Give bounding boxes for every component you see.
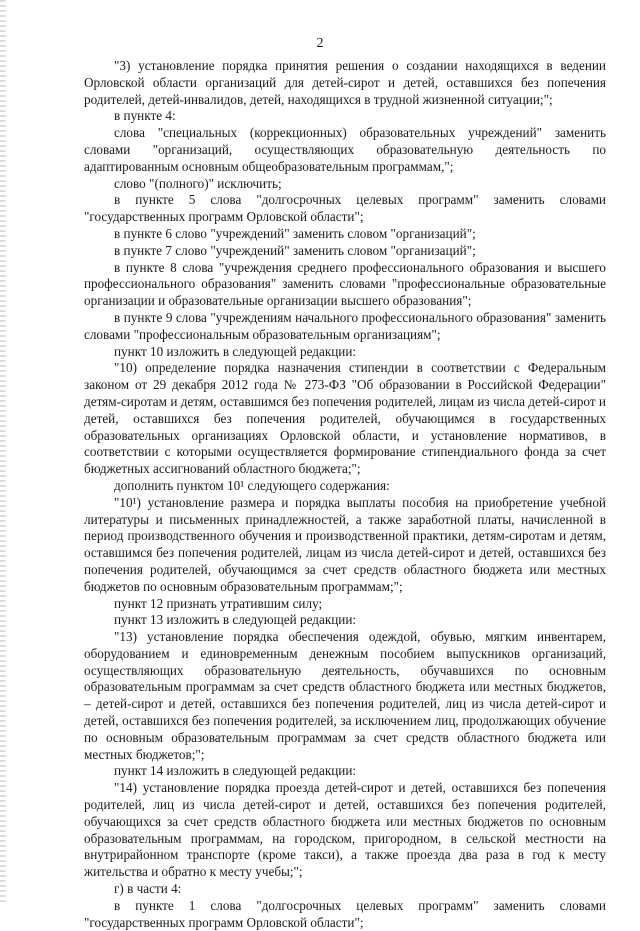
- paragraph: пункт 10 изложить в следующей редакции:: [114, 343, 357, 359]
- paragraph: "10) определение порядка назначения стипендии в соответствии с Федеральным законом от 29 декабря 2012 года № 273-ФЗ "Об образовании в Российской Федерации" детям-сиротам и детям, оставшимся без попечения родителей, лицам из числа детей-сирот и детей, оставшихся без попечения родителей, обучающимся в государственных образовательных организациях Орловской области, и установление нормативов, в соответствии с которыми осуществляется формирование стипендиального фонда за счет бюджетных ассигнований областного бюджета;";: [84, 360, 606, 477]
- paragraph: пункт 14 изложить в следующей редакции:: [114, 763, 357, 779]
- paragraph: в пункте 6 слово "учреждений" заменить словом "организаций";: [114, 225, 476, 241]
- paragraph: слова "специальных (коррекционных) образовательных учреждений" заменить словами "организаций, осуществляющих образовательную деятельность по адаптированным основным общеобразовательным программам,";: [84, 125, 606, 174]
- paragraph: дополнить пунктом 10¹ следующего содержания:: [114, 477, 390, 493]
- paragraph: в пункте 5 слова "долгосрочных целевых программ" заменить словами "государственных программ Орловской области";: [84, 192, 606, 225]
- paragraph: в пункте 1 слова "долгосрочных целевых программ" заменить словами "государственных программ Орловской области";: [84, 897, 606, 930]
- paragraph: "14) установление порядка проезда детей-сирот и детей, оставшихся без попечения родителей, лиц из числа детей-сирот и детей, оставшихся без попечения родителей, обучающихся за счет средств областного бюджета или местных бюджетов по основным образовательным программам, на городском, пригородном, в сельской местности на внутрирайонном транспорте (кроме такси), а также проезда два раза в год к месту жительства и обратно к месту учебы;";: [84, 780, 606, 880]
- paragraph: в пункте 7 слово "учреждений" заменить словом "организаций";: [114, 242, 476, 258]
- paragraph: пункт 13 изложить в следующей редакции:: [114, 612, 357, 628]
- scan-edge-artifact: [0, 0, 6, 905]
- paragraph: в пункте 8 слова "учреждения среднего профессионального образования и высшего профессионального образования" заменить словами "профессиональные образовательные организации и образовательные организации высшего образования";: [84, 259, 606, 309]
- paragraph: пункт 12 признать утратившим силу;: [114, 595, 323, 611]
- document-body: [84, 58, 606, 931]
- paragraph: "10¹) установление размера и порядка выплаты пособия на приобретение учебной литературы и письменных принадлежностей, а также заработной платы, начисленной в период производственного обучения и производственной практики, детям-сиротам и детям, оставшимся без попечения родителей, лицам из числа детей-сирот и детей, оставшихся без попечения родителей, обучающимся за счет средств областного бюджета или местных бюджетов по основным образовательным программам;";: [84, 494, 606, 594]
- paragraph: в пункте 9 слова "учреждениям начального профессионального образования" заменить словами "профессиональным образовательным организациям";: [84, 309, 606, 342]
- paragraph: "13) установление порядка обеспечения одеждой, обувью, мягким инвентарем, оборудованием и единовременным денежным пособием выпускников организаций, осуществляющих образовательную деятельность, обучавшихся по основным образовательным программам за счет средств областного бюджета или местных бюджетов, – детей-сирот и детей, оставшихся без попечения родителей, лиц из числа детей-сирот и детей, оставшихся без попечения родителей, за исключением лиц, продолжающих обучение по основным образовательным программам за счет средств областного бюджета или местных бюджетов;";: [84, 629, 606, 762]
- page-number: 2: [316, 36, 324, 51]
- paragraph: г) в части 4:: [114, 881, 182, 897]
- paragraph: слово "(полного)" исключить;: [114, 175, 282, 191]
- paragraph: "3) установление порядка принятия решения о создании находящихся в ведении Орловской области организаций для детей-сирот и детей, оставшихся без попечения родителей, детей-инвалидов, детей, находящихся в трудной жизненной ситуации;";: [84, 58, 606, 107]
- paragraph: в пункте 4:: [114, 108, 176, 124]
